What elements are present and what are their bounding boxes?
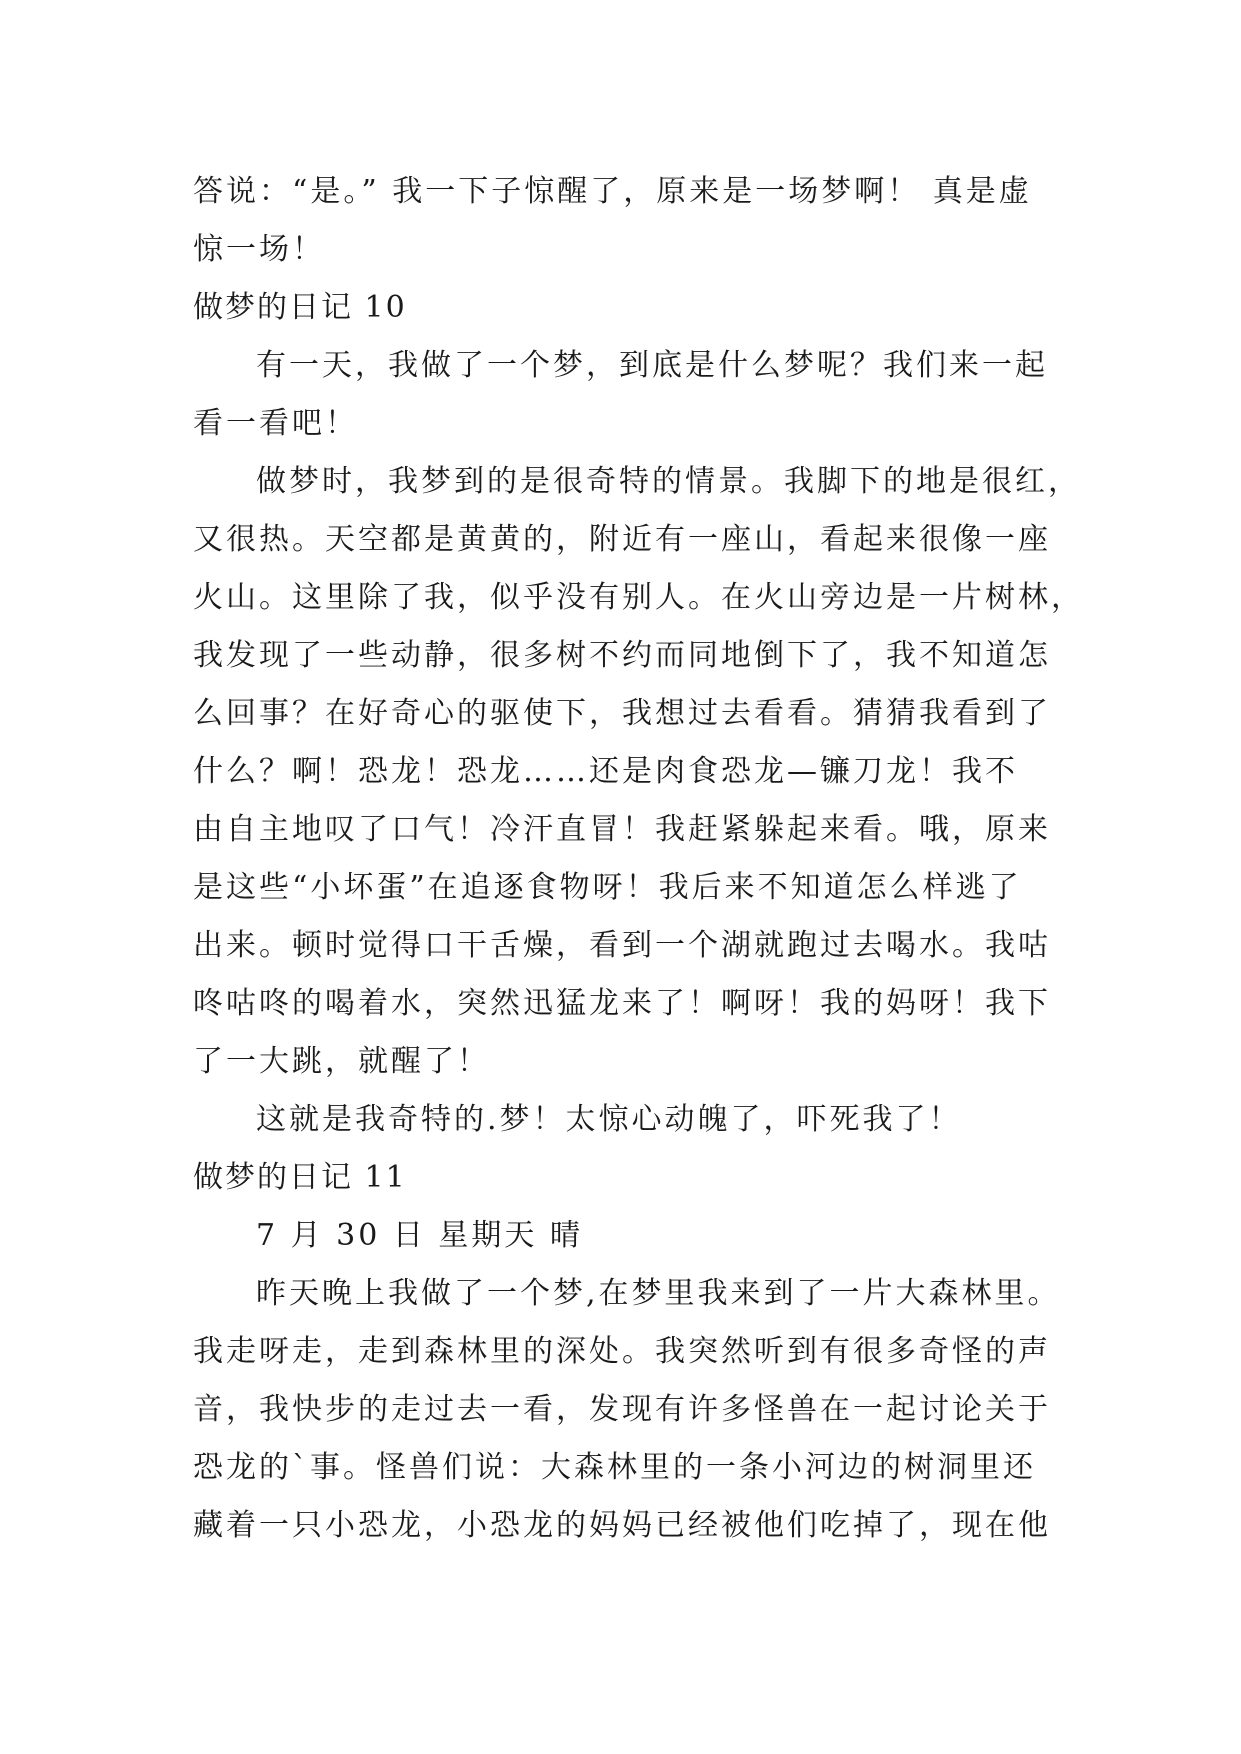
text-line: 我发现了一些动静，很多树不约而同地倒下了，我不知道怎	[193, 638, 1051, 673]
text-line: 有一天，我做了一个梦，到底是什么梦呢？我们来一起	[256, 348, 1048, 383]
text-line: 做梦时，我梦到的是很奇特的情景。我脚下的地是很红，	[256, 464, 1081, 499]
text-line: 答说：“是。” 我一下子惊醒了，原来是一场梦啊！ 真是虚	[193, 174, 1032, 209]
text-line: 出来。顿时觉得口干舌燥，看到一个湖就跑过去喝水。我咕	[193, 928, 1051, 963]
text-line: 看一看吧！	[193, 406, 358, 441]
text-line: 什么？啊！恐龙！恐龙……还是肉食恐龙—镰刀龙！我不	[193, 754, 1018, 789]
text-line: 这就是我奇特的.梦！太惊心动魄了，吓死我了！	[256, 1102, 962, 1137]
text-line: 火山。这里除了我，似乎没有别人。在火山旁边是一片树林，	[193, 580, 1084, 615]
text-line: 是这些“小坏蛋”在追逐食物呀！我后来不知道怎么样逃了	[193, 870, 1022, 905]
text-line: 又很热。天空都是黄黄的，附近有一座山，看起来很像一座	[193, 522, 1051, 557]
section-heading: 做梦的日记 11	[193, 1160, 407, 1195]
section-heading: 做梦的日记 10	[193, 290, 407, 325]
text-line: 藏着一只小恐龙，小恐龙的妈妈已经被他们吃掉了，现在他	[193, 1508, 1051, 1543]
text-line: 音，我快步的走过去一看，发现有许多怪兽在一起讨论关于	[193, 1392, 1051, 1427]
text-line: 恐龙的`事。怪兽们说：大森林里的一条小河边的树洞里还	[193, 1450, 1036, 1485]
text-line: 我走呀走，走到森林里的深处。我突然听到有很多奇怪的声	[193, 1334, 1051, 1369]
text-line: 惊一场！	[193, 232, 325, 267]
text-line: 了一大跳，就醒了！	[193, 1044, 490, 1079]
text-line: 昨天晚上我做了一个梦,在梦里我来到了一片大森林里。	[256, 1276, 1061, 1311]
text-line: 咚咕咚的喝着水，突然迅猛龙来了！啊呀！我的妈呀！我下	[193, 986, 1051, 1021]
document-body	[193, 163, 1084, 1555]
text-line: 7 月 30 日 星期天 晴	[256, 1218, 583, 1253]
text-line: 由自主地叹了口气！冷汗直冒！我赶紧躲起来看。哦，原来	[193, 812, 1051, 847]
text-line: 么回事？在好奇心的驱使下，我想过去看看。猜猜我看到了	[193, 696, 1051, 731]
